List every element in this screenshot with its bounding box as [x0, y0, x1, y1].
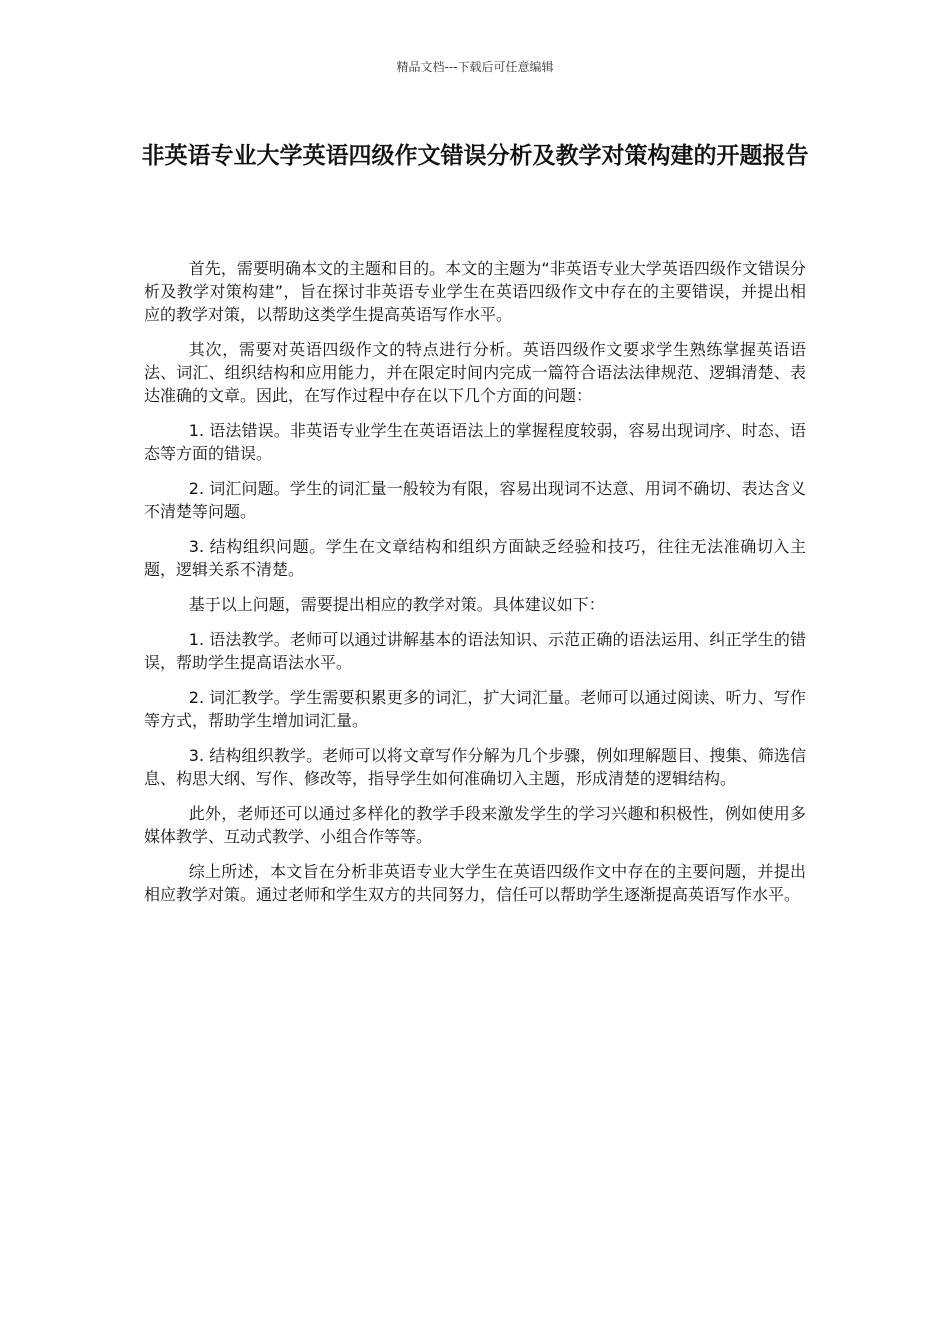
- paragraph-intro: 首先，需要明确本文的主题和目的。本文的主题为“非英语专业大学英语四级作文错误分析及教学对策构建”，旨在探讨非英语专业学生在英语四级作文中存在的主要错误，并提出相应的教学对策，以帮助这类学生提高英语写作水平。: [144, 259, 806, 324]
- paragraph-strategy-structure: 3. 结构组织教学。老师可以将文章写作分解为几个步骤，例如理解题目、搜集、筛选信息、构思大纲、写作、修改等，指导学生如何准确切入主题，形成清楚的逻辑结构。: [144, 746, 806, 788]
- paragraph-strategy-vocabulary: 2. 词汇教学。学生需要积累更多的词汇，扩大词汇量。老师可以通过阅读、听力、写作等方式，帮助学生增加词汇量。: [144, 688, 806, 730]
- paragraph-problem-structure: 3. 结构组织问题。学生在文章结构和组织方面缺乏经验和技巧，往往无法准确切入主题，逻辑关系不清楚。: [144, 537, 806, 579]
- paragraph-strategy-grammar: 1. 语法教学。老师可以通过讲解基本的语法知识、示范正确的语法运用、纠正学生的错误，帮助学生提高语法水平。: [144, 630, 806, 672]
- paragraph-conclusion: 综上所述，本文旨在分析非英语专业大学生在英语四级作文中存在的主要问题，并提出相应教学对策。通过老师和学生双方的共同努力，信任可以帮助学生逐渐提高英语写作水平。: [144, 862, 806, 904]
- document-body: [144, 257, 806, 918]
- document-title: 非英语专业大学英语四级作文错误分析及教学对策构建的开题报告: [141, 143, 809, 169]
- header-note: 精品文档---下载后可任意编辑: [396, 60, 554, 74]
- paragraph-problem-vocabulary: 2. 词汇问题。学生的词汇量一般较为有限，容易出现词不达意、用词不确切、表达含义不清楚等问题。: [144, 479, 806, 521]
- paragraph-problem-grammar: 1. 语法错误。非英语专业学生在英语语法上的掌握程度较弱，容易出现词序、时态、语态等方面的错误。: [144, 421, 806, 463]
- paragraph-additional: 此外，老师还可以通过多样化的教学手段来激发学生的学习兴趣和积极性，例如使用多媒体教学、互动式教学、小组合作等等。: [144, 804, 806, 846]
- paragraph-strategies-intro: 基于以上问题，需要提出相应的教学对策。具体建议如下：: [188, 595, 605, 614]
- paragraph-analysis: 其次，需要对英语四级作文的特点进行分析。英语四级作文要求学生熟练掌握英语语法、词汇、组织结构和应用能力，并在限定时间内完成一篇符合语法法律规范、逻辑清楚、表达准确的文章。因此，在写作过程中存在以下几个方面的问题：: [144, 340, 806, 405]
